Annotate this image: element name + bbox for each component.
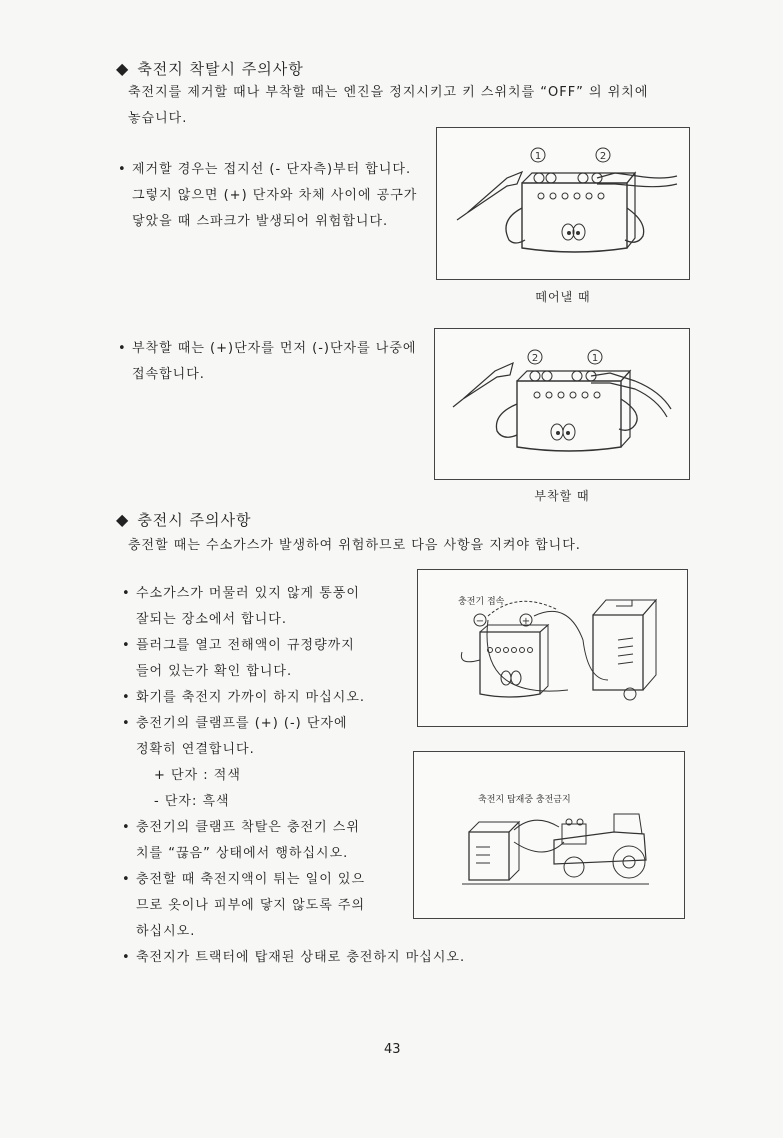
bullet-icon: •	[122, 638, 131, 653]
charging-intro: 충전할 때는 수소가스가 발생하여 위험하므로 다음 사항을 지켜야 합니다.	[128, 538, 581, 553]
bullet-icon: •	[122, 586, 131, 601]
bullet-icon: •	[118, 341, 127, 356]
bullet-icon: •	[122, 716, 131, 731]
svg-text:+: +	[521, 616, 531, 627]
svg-text:2: 2	[531, 353, 539, 364]
list-item: • 충전기의 클램프를 (+) (-) 단자에	[122, 711, 502, 737]
removal-figure-caption: 떼어낼 때	[535, 290, 591, 304]
remove-bullet: • 제거할 경우는 접지선 (- 단자측)부터 합니다. 그렇지 않으면 (+) 단자와 차체 사이에 공구가 닿았을 때 스파크가 발생되어 위험합니다.	[118, 157, 428, 235]
battery-removal-figure	[436, 127, 690, 280]
list-item: • 충전기의 클램프 착탈은 충전기 스위	[122, 815, 502, 841]
attach-figure-caption: 부착할 때	[534, 489, 590, 503]
removal-intro: 축전지를 제거할 때나 부착할 때는 엔진을 정지시키고 키 스위치를 “OFF” 의 위치에 놓습니다.	[128, 85, 649, 126]
bullet-icon: •	[122, 872, 131, 887]
list-item: • 수소가스가 머물러 있지 않게 통풍이	[122, 581, 502, 607]
minus-terminal-note: - 단자: 흑색	[154, 794, 230, 809]
plus-terminal-note: + 단자 : 적색	[154, 768, 241, 783]
attach-bullet: • 부착할 때는 (+)단자를 먼저 (-)단자를 나중에 접속합니다.	[118, 336, 428, 388]
section-heading-removal: ◆ 축전지 착탈시 주의사항	[116, 59, 304, 78]
bullet-icon: •	[122, 950, 131, 965]
battery-attach-figure	[434, 328, 690, 480]
list-item: • 플러그를 열고 전해액이 규정량까지	[122, 633, 502, 659]
tractor-charging-illustration	[414, 752, 684, 918]
charger-connection-label: 충전기 접속	[458, 597, 505, 607]
bullet-icon: •	[118, 162, 127, 177]
list-item: • 화기를 축전지 가까이 하지 마십시오.	[122, 685, 502, 711]
list-item: • 축전지가 트랙터에 탑재된 상태로 충전하지 마십시오.	[122, 945, 502, 971]
charging-bullets: • 수소가스가 머물러 있지 않게 통풍이 잘되는 장소에서 합니다. • 플러그를 열고 전해액이 규정량까지 들어 있는가 확인 합니다. • 화기를 축전지 가까이 하지 마십시오. • 충전기의 클램프를 (+) (-) 단자에 정확히 연결합니다. + 단자 : 적색 - 단자: 흑색 • 충전기의 클램프 착탈은 충전기 스위 치를 “끊음” 상태에서 행하십시오. • 충전할 때 축전지액이 튀는 일이 있으 므로 옷이나 피부에 닿지 않도록 주의 하십시오. • 축전지가 트랙터에 탑재된 상태로 충전하지 마십시오.	[122, 581, 502, 971]
svg-text:1: 1	[534, 151, 542, 162]
no-mounted-charging-label: 축전지 탑재중 충전금지	[478, 795, 571, 805]
svg-text:2: 2	[599, 151, 607, 162]
svg-text:1: 1	[591, 353, 599, 364]
bullet-icon: •	[122, 820, 131, 835]
section-heading-charging: ◆ 충전시 주의사항	[116, 510, 252, 529]
svg-text:−: −	[475, 616, 485, 627]
diamond-icon: ◆	[116, 59, 130, 78]
list-item: • 충전할 때 축전지액이 튀는 일이 있으	[122, 867, 502, 893]
page-number: 43	[384, 1042, 401, 1057]
charger-connection-figure	[417, 569, 688, 727]
bullet-icon: •	[122, 690, 131, 705]
no-mounted-charging-figure	[413, 751, 685, 919]
diamond-icon: ◆	[116, 510, 130, 529]
battery-removal-illustration	[437, 128, 689, 279]
battery-attach-illustration	[435, 329, 689, 479]
